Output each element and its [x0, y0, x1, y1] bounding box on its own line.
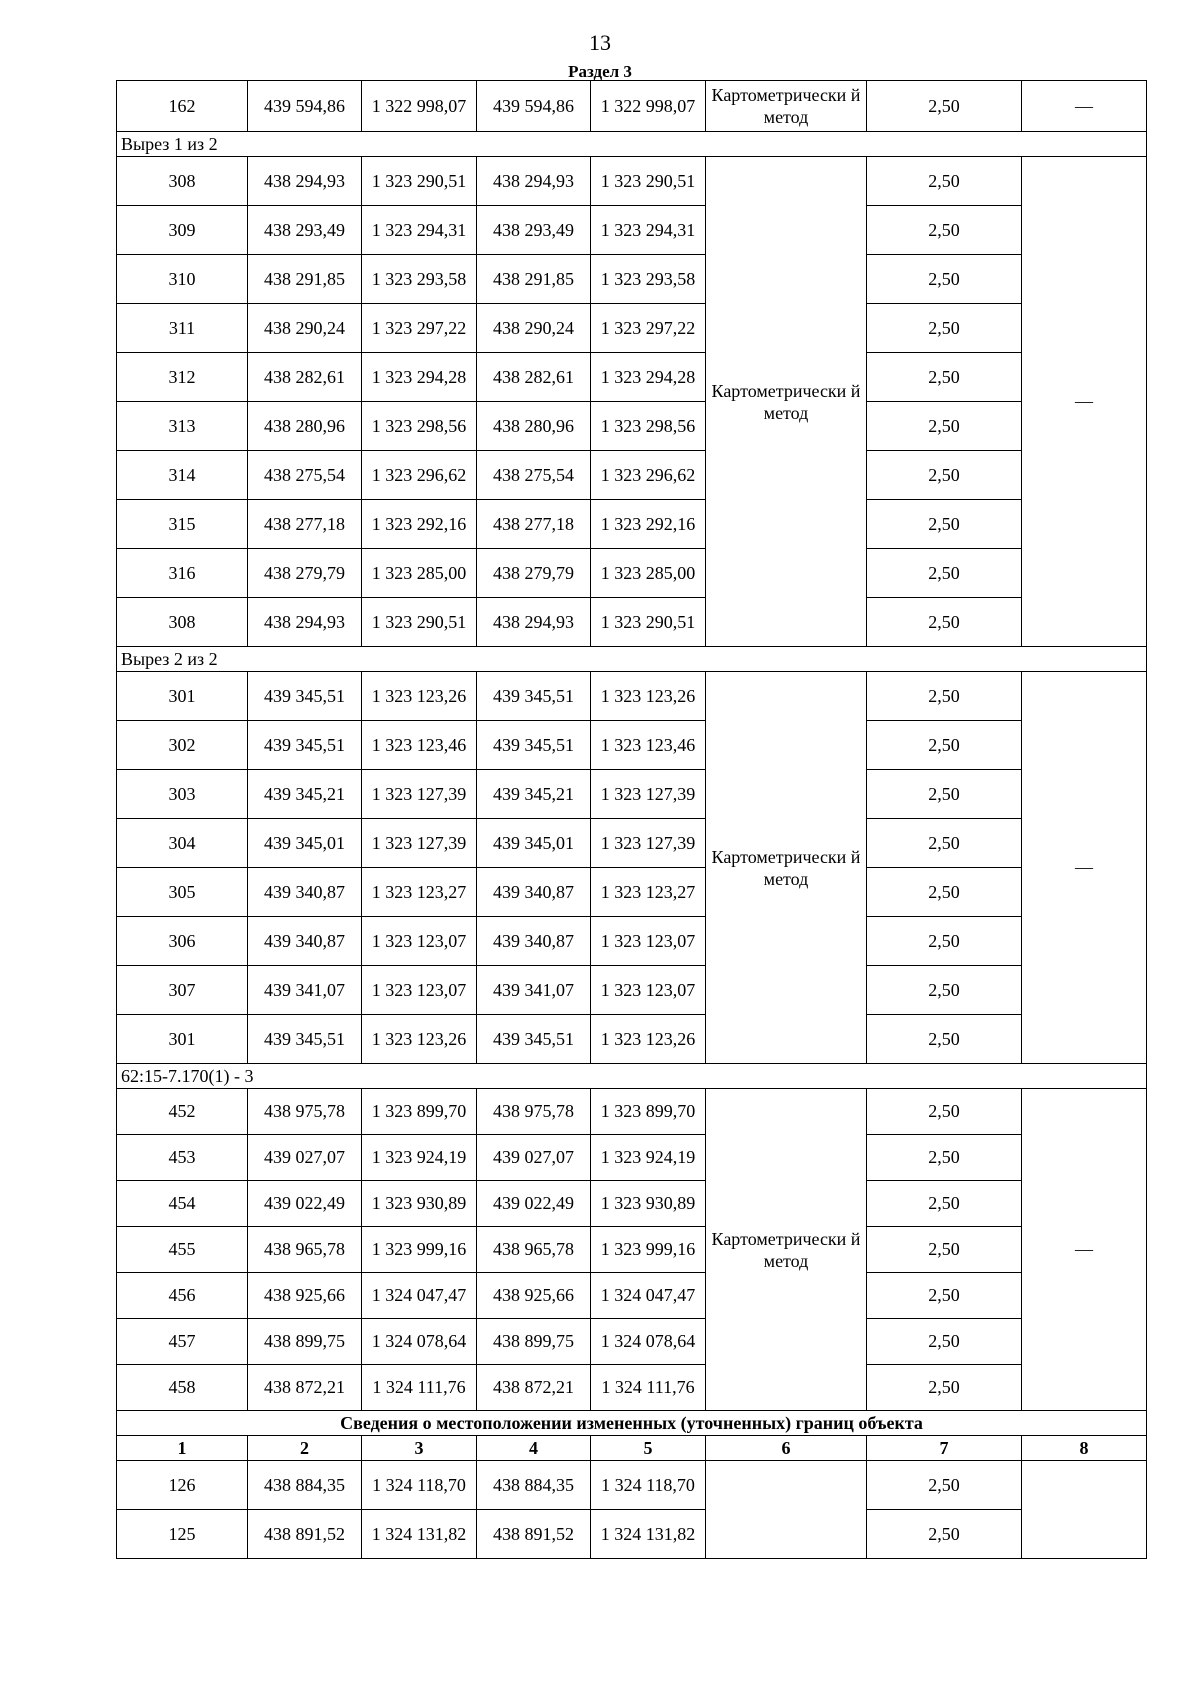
- table-row: [117, 1089, 1147, 1135]
- accuracy-cell: 2,50: [867, 1319, 1022, 1365]
- point-number: 316: [117, 549, 248, 598]
- column-number: 5: [591, 1436, 706, 1461]
- accuracy-cell: 2,50: [867, 598, 1022, 647]
- point-number: 312: [117, 353, 248, 402]
- x-coordinate: 439 340,87: [248, 868, 362, 917]
- y-coordinate: 1 322 998,07: [591, 81, 706, 132]
- x-coordinate: 438 891,52: [248, 1510, 362, 1559]
- accuracy-cell: 2,50: [867, 304, 1022, 353]
- method-cell: Картометрически й метод: [706, 1089, 867, 1411]
- y-coordinate: 1 324 131,82: [591, 1510, 706, 1559]
- x-coordinate: 438 293,49: [477, 206, 591, 255]
- x-coordinate: 439 345,21: [248, 770, 362, 819]
- point-number: 305: [117, 868, 248, 917]
- accuracy-cell: 2,50: [867, 721, 1022, 770]
- x-coordinate: 438 293,49: [248, 206, 362, 255]
- x-coordinate: 439 027,07: [248, 1135, 362, 1181]
- accuracy-cell: 2,50: [867, 770, 1022, 819]
- point-number: 306: [117, 917, 248, 966]
- y-coordinate: 1 323 930,89: [362, 1181, 477, 1227]
- x-coordinate: 438 282,61: [477, 353, 591, 402]
- table-row: [117, 81, 1147, 132]
- point-number: 457: [117, 1319, 248, 1365]
- y-coordinate: 1 324 047,47: [591, 1273, 706, 1319]
- x-coordinate: 438 925,66: [477, 1273, 591, 1319]
- y-coordinate: 1 323 123,07: [591, 966, 706, 1015]
- accuracy-cell: 2,50: [867, 966, 1022, 1015]
- y-coordinate: 1 323 899,70: [362, 1089, 477, 1135]
- table-body: [117, 81, 1147, 1559]
- y-coordinate: 1 323 285,00: [362, 549, 477, 598]
- column-number: 8: [1022, 1436, 1147, 1461]
- y-coordinate: 1 323 294,31: [591, 206, 706, 255]
- x-coordinate: 438 294,93: [248, 598, 362, 647]
- section-caption-row: [117, 1411, 1147, 1436]
- y-coordinate: 1 323 924,19: [362, 1135, 477, 1181]
- point-number: 309: [117, 206, 248, 255]
- x-coordinate: 438 294,93: [477, 598, 591, 647]
- y-coordinate: 1 323 290,51: [362, 598, 477, 647]
- y-coordinate: 1 324 078,64: [591, 1319, 706, 1365]
- section-caption: Сведения о местоположении измененных (уточненных) границ объекта: [117, 1411, 1147, 1436]
- method-cell: Картометрически й метод: [706, 157, 867, 647]
- table-row: [117, 157, 1147, 206]
- y-coordinate: 1 323 297,22: [591, 304, 706, 353]
- y-coordinate: 1 323 999,16: [591, 1227, 706, 1273]
- y-coordinate: 1 323 924,19: [591, 1135, 706, 1181]
- table-row: [117, 966, 1147, 1015]
- y-coordinate: 1 323 123,26: [362, 672, 477, 721]
- y-coordinate: 1 323 123,26: [362, 1015, 477, 1064]
- group-header-row: [117, 647, 1147, 672]
- point-number: 304: [117, 819, 248, 868]
- x-coordinate: 439 027,07: [477, 1135, 591, 1181]
- point-number: 453: [117, 1135, 248, 1181]
- x-coordinate: 439 345,51: [248, 672, 362, 721]
- x-coordinate: 438 275,54: [477, 451, 591, 500]
- coordinates-table: [116, 80, 1147, 1559]
- table-row: [117, 721, 1147, 770]
- table-row: [117, 598, 1147, 647]
- x-coordinate: 438 891,52: [477, 1510, 591, 1559]
- y-coordinate: 1 323 123,46: [591, 721, 706, 770]
- x-coordinate: 439 340,87: [248, 917, 362, 966]
- note-cell: —: [1022, 672, 1147, 1064]
- y-coordinate: 1 324 078,64: [362, 1319, 477, 1365]
- y-coordinate: 1 324 047,47: [362, 1273, 477, 1319]
- x-coordinate: 439 594,86: [477, 81, 591, 132]
- y-coordinate: 1 323 930,89: [591, 1181, 706, 1227]
- group-header-row: [117, 1064, 1147, 1089]
- x-coordinate: 438 277,18: [477, 500, 591, 549]
- y-coordinate: 1 322 998,07: [362, 81, 477, 132]
- x-coordinate: 439 022,49: [477, 1181, 591, 1227]
- point-number: 311: [117, 304, 248, 353]
- group-header-row: [117, 132, 1147, 157]
- table-row: [117, 1461, 1147, 1510]
- table-row: [117, 304, 1147, 353]
- accuracy-cell: 2,50: [867, 353, 1022, 402]
- y-coordinate: 1 323 290,51: [591, 598, 706, 647]
- point-number: 310: [117, 255, 248, 304]
- table-row: [117, 1135, 1147, 1181]
- x-coordinate: 439 345,51: [477, 672, 591, 721]
- y-coordinate: 1 324 118,70: [591, 1461, 706, 1510]
- y-coordinate: 1 323 123,07: [591, 917, 706, 966]
- table-row: [117, 1015, 1147, 1064]
- y-coordinate: 1 323 296,62: [591, 451, 706, 500]
- x-coordinate: 438 965,78: [248, 1227, 362, 1273]
- y-coordinate: 1 323 296,62: [362, 451, 477, 500]
- point-number: 303: [117, 770, 248, 819]
- point-number: 452: [117, 1089, 248, 1135]
- x-coordinate: 438 290,24: [477, 304, 591, 353]
- table-row: [117, 451, 1147, 500]
- x-coordinate: 438 275,54: [248, 451, 362, 500]
- x-coordinate: 438 280,96: [477, 402, 591, 451]
- x-coordinate: 439 022,49: [248, 1181, 362, 1227]
- point-number: 314: [117, 451, 248, 500]
- table-row: [117, 206, 1147, 255]
- y-coordinate: 1 323 123,26: [591, 672, 706, 721]
- method-cell: Картометрически й метод: [706, 672, 867, 1064]
- accuracy-cell: 2,50: [867, 819, 1022, 868]
- y-coordinate: 1 323 293,58: [591, 255, 706, 304]
- point-number: 458: [117, 1365, 248, 1411]
- x-coordinate: 438 899,75: [477, 1319, 591, 1365]
- y-coordinate: 1 323 123,27: [362, 868, 477, 917]
- x-coordinate: 439 345,51: [477, 1015, 591, 1064]
- x-coordinate: 439 594,86: [248, 81, 362, 132]
- group-label: Вырез 1 из 2: [117, 132, 1147, 157]
- page-number: 13: [589, 30, 611, 55]
- accuracy-cell: 2,50: [867, 1181, 1022, 1227]
- y-coordinate: 1 323 294,28: [362, 353, 477, 402]
- column-number-row: [117, 1436, 1147, 1461]
- accuracy-cell: 2,50: [867, 1510, 1022, 1559]
- x-coordinate: 439 345,01: [477, 819, 591, 868]
- column-number: 6: [706, 1436, 867, 1461]
- group-label: Вырез 2 из 2: [117, 647, 1147, 672]
- accuracy-cell: 2,50: [867, 1273, 1022, 1319]
- x-coordinate: 439 341,07: [477, 966, 591, 1015]
- column-number: 3: [362, 1436, 477, 1461]
- x-coordinate: 439 345,01: [248, 819, 362, 868]
- x-coordinate: 438 290,24: [248, 304, 362, 353]
- column-number: 4: [477, 1436, 591, 1461]
- accuracy-cell: 2,50: [867, 1015, 1022, 1064]
- table-row: [117, 1510, 1147, 1559]
- method-cell: Картометрически й метод: [706, 81, 867, 132]
- point-number: 162: [117, 81, 248, 132]
- x-coordinate: 438 965,78: [477, 1227, 591, 1273]
- y-coordinate: 1 323 123,27: [591, 868, 706, 917]
- accuracy-cell: 2,50: [867, 1365, 1022, 1411]
- x-coordinate: 439 340,87: [477, 868, 591, 917]
- point-number: 454: [117, 1181, 248, 1227]
- x-coordinate: 439 345,51: [248, 721, 362, 770]
- y-coordinate: 1 323 899,70: [591, 1089, 706, 1135]
- point-number: 125: [117, 1510, 248, 1559]
- x-coordinate: 439 345,21: [477, 770, 591, 819]
- method-cell: [706, 1461, 867, 1559]
- x-coordinate: 438 884,35: [248, 1461, 362, 1510]
- point-number: 308: [117, 157, 248, 206]
- y-coordinate: 1 323 127,39: [362, 770, 477, 819]
- table-row: [117, 868, 1147, 917]
- y-coordinate: 1 323 127,39: [362, 819, 477, 868]
- x-coordinate: 438 279,79: [477, 549, 591, 598]
- x-coordinate: 438 975,78: [477, 1089, 591, 1135]
- x-coordinate: 438 884,35: [477, 1461, 591, 1510]
- point-number: 313: [117, 402, 248, 451]
- x-coordinate: 438 872,21: [477, 1365, 591, 1411]
- x-coordinate: 438 280,96: [248, 402, 362, 451]
- x-coordinate: 439 340,87: [477, 917, 591, 966]
- table-row: [117, 1273, 1147, 1319]
- x-coordinate: 438 291,85: [477, 255, 591, 304]
- accuracy-cell: 2,50: [867, 451, 1022, 500]
- x-coordinate: 439 345,51: [477, 721, 591, 770]
- y-coordinate: 1 323 123,26: [591, 1015, 706, 1064]
- column-number: 1: [117, 1436, 248, 1461]
- section-title: Раздел 3: [568, 62, 632, 81]
- table-row: [117, 770, 1147, 819]
- note-cell: —: [1022, 157, 1147, 647]
- accuracy-cell: 2,50: [867, 672, 1022, 721]
- y-coordinate: 1 323 298,56: [591, 402, 706, 451]
- y-coordinate: 1 323 294,28: [591, 353, 706, 402]
- y-coordinate: 1 324 111,76: [362, 1365, 477, 1411]
- x-coordinate: 438 925,66: [248, 1273, 362, 1319]
- table-row: [117, 255, 1147, 304]
- accuracy-cell: 2,50: [867, 157, 1022, 206]
- table-row: [117, 549, 1147, 598]
- x-coordinate: 439 341,07: [248, 966, 362, 1015]
- accuracy-cell: 2,50: [867, 1089, 1022, 1135]
- accuracy-cell: 2,50: [867, 1461, 1022, 1510]
- y-coordinate: 1 323 290,51: [591, 157, 706, 206]
- table-row: [117, 1181, 1147, 1227]
- y-coordinate: 1 323 123,07: [362, 917, 477, 966]
- table-row: [117, 500, 1147, 549]
- x-coordinate: 438 975,78: [248, 1089, 362, 1135]
- accuracy-cell: 2,50: [867, 255, 1022, 304]
- point-number: 315: [117, 500, 248, 549]
- point-number: 456: [117, 1273, 248, 1319]
- y-coordinate: 1 323 123,07: [362, 966, 477, 1015]
- table-row: [117, 819, 1147, 868]
- table-row: [117, 353, 1147, 402]
- point-number: 308: [117, 598, 248, 647]
- y-coordinate: 1 323 292,16: [591, 500, 706, 549]
- x-coordinate: 438 899,75: [248, 1319, 362, 1365]
- note-cell: [1022, 1461, 1147, 1559]
- accuracy-cell: 2,50: [867, 868, 1022, 917]
- y-coordinate: 1 324 131,82: [362, 1510, 477, 1559]
- y-coordinate: 1 323 290,51: [362, 157, 477, 206]
- point-number: 301: [117, 1015, 248, 1064]
- accuracy-cell: 2,50: [867, 81, 1022, 132]
- x-coordinate: 438 279,79: [248, 549, 362, 598]
- point-number: 307: [117, 966, 248, 1015]
- y-coordinate: 1 323 999,16: [362, 1227, 477, 1273]
- x-coordinate: 438 277,18: [248, 500, 362, 549]
- accuracy-cell: 2,50: [867, 1227, 1022, 1273]
- accuracy-cell: 2,50: [867, 549, 1022, 598]
- y-coordinate: 1 323 127,39: [591, 770, 706, 819]
- y-coordinate: 1 323 294,31: [362, 206, 477, 255]
- y-coordinate: 1 323 298,56: [362, 402, 477, 451]
- table-row: [117, 672, 1147, 721]
- accuracy-cell: 2,50: [867, 206, 1022, 255]
- y-coordinate: 1 324 118,70: [362, 1461, 477, 1510]
- accuracy-cell: 2,50: [867, 917, 1022, 966]
- x-coordinate: 438 294,93: [248, 157, 362, 206]
- table-row: [117, 1227, 1147, 1273]
- point-number: 301: [117, 672, 248, 721]
- x-coordinate: 438 294,93: [477, 157, 591, 206]
- table-row: [117, 917, 1147, 966]
- y-coordinate: 1 323 285,00: [591, 549, 706, 598]
- y-coordinate: 1 323 293,58: [362, 255, 477, 304]
- point-number: 455: [117, 1227, 248, 1273]
- group-label: 62:15-7.170(1) - 3: [117, 1064, 1147, 1089]
- table-row: [117, 402, 1147, 451]
- accuracy-cell: 2,50: [867, 402, 1022, 451]
- table-row: [117, 1319, 1147, 1365]
- x-coordinate: 438 872,21: [248, 1365, 362, 1411]
- y-coordinate: 1 323 127,39: [591, 819, 706, 868]
- y-coordinate: 1 323 123,46: [362, 721, 477, 770]
- accuracy-cell: 2,50: [867, 1135, 1022, 1181]
- y-coordinate: 1 324 111,76: [591, 1365, 706, 1411]
- column-number: 2: [248, 1436, 362, 1461]
- table-row: [117, 1365, 1147, 1411]
- point-number: 302: [117, 721, 248, 770]
- point-number: 126: [117, 1461, 248, 1510]
- y-coordinate: 1 323 292,16: [362, 500, 477, 549]
- note-cell: —: [1022, 1089, 1147, 1411]
- accuracy-cell: 2,50: [867, 500, 1022, 549]
- note-cell: —: [1022, 81, 1147, 132]
- column-number: 7: [867, 1436, 1022, 1461]
- x-coordinate: 438 282,61: [248, 353, 362, 402]
- y-coordinate: 1 323 297,22: [362, 304, 477, 353]
- x-coordinate: 439 345,51: [248, 1015, 362, 1064]
- x-coordinate: 438 291,85: [248, 255, 362, 304]
